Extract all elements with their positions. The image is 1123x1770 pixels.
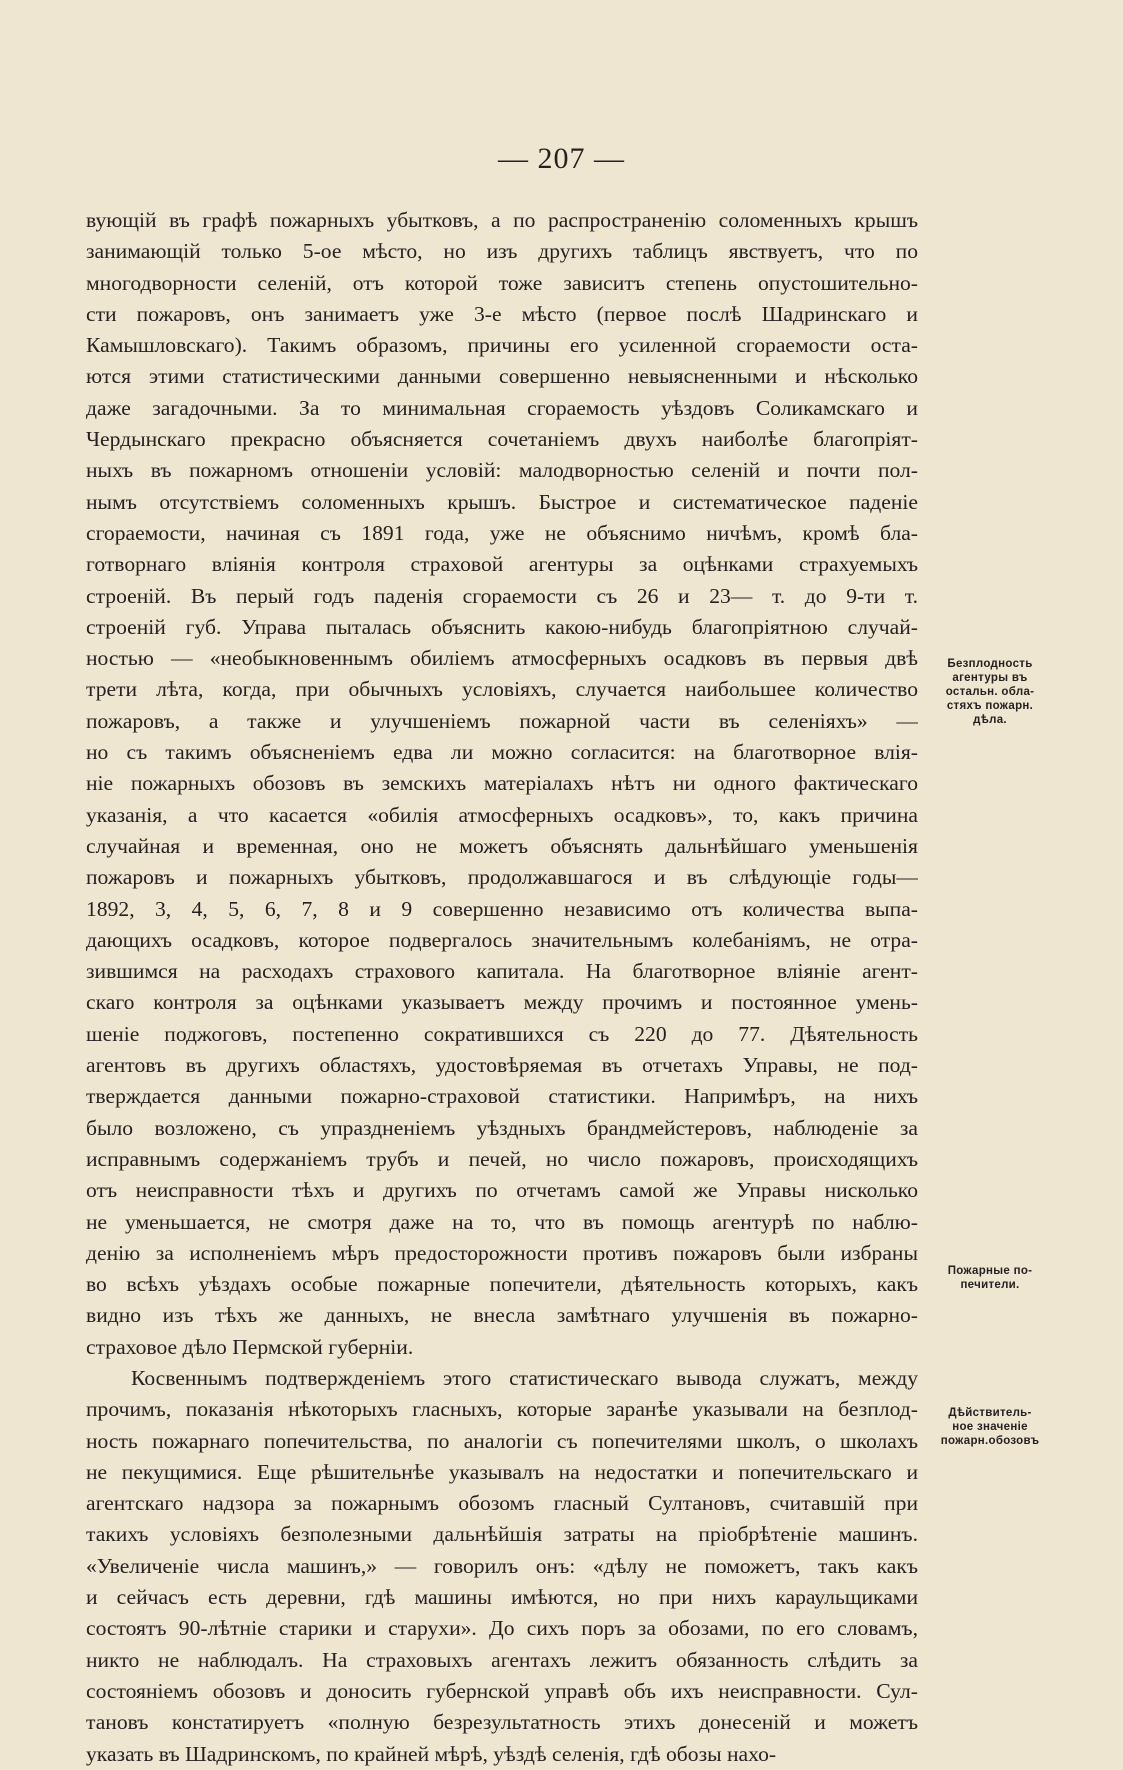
margin-note-line: печители. xyxy=(960,1279,1020,1291)
text-line: страховое дѣло Пермской губерніи. xyxy=(86,1334,414,1359)
text-line: занимающій только 5-ое мѣсто, но изъ другихъ таблицъ явствуетъ, что по xyxy=(86,239,918,264)
page-number: — 207 — xyxy=(498,142,625,175)
text-line: агентскаго надзора за пожарнымъ обозомъ гласный Султановъ, считавшій при xyxy=(86,1491,918,1516)
text-line: было возложено, съ упраздненіемъ уѣздныхъ брандмейстеровъ, наблюденіе за xyxy=(86,1115,918,1140)
text-line: пожаровъ, а также и улучшеніемъ пожарной части въ селеніяхъ» — xyxy=(86,708,918,733)
text-line: готворнаго вліянія контроля страховой агентуры за оцѣнками страхуемыхъ xyxy=(86,552,918,577)
text-line: «Увеличеніе числа машинъ,» — говорилъ онъ: «дѣлу не поможетъ, такъ какъ xyxy=(86,1553,918,1578)
text-line: тановъ констатируетъ «полную безрезультатность этихъ донесеній и можетъ xyxy=(86,1710,918,1735)
text-line: сгораемости, начиная съ 1891 года, уже не объяснимо ничѣмъ, кромѣ бла- xyxy=(86,520,918,545)
text-line: ныхъ въ пожарномъ отношеніи условій: малодворностью селеній и почти пол- xyxy=(86,458,918,483)
text-line: прочимъ, показанія нѣкоторыхъ гласныхъ, которые заранѣе указывали на безплод- xyxy=(86,1397,918,1422)
margin-note-line: остальн. обла- xyxy=(945,686,1035,698)
text-line: 1892, 3, 4, 5, 6, 7, 8 и 9 совершенно независимо отъ количества выпа- xyxy=(86,896,918,921)
text-line: не пекущимися. Еще рѣшительнѣе указывалъ на недостатки и попечительскаго и xyxy=(86,1459,918,1484)
margin-note-line: Безплодность xyxy=(947,658,1033,670)
text-line: агентовъ въ другихъ областяхъ, удостовѣряемая въ отчетахъ Управы, не под- xyxy=(86,1053,918,1078)
text-line: нымъ отсутствіемъ соломенныхъ крышъ. Быстрое и систематическое паденіе xyxy=(86,489,918,514)
text-line: Камышловскаго). Такимъ образомъ, причины его усиленной сгораемости оста- xyxy=(86,333,918,358)
text-line: ностью — «необыкновеннымъ обиліемъ атмосферныхъ осадковъ въ первыя двѣ xyxy=(86,646,918,671)
margin-note-fire-brigades xyxy=(922,1406,1058,1448)
margin-note-line: агентуры въ xyxy=(952,672,1028,684)
text-line: такихъ условіяхъ безполезными дальнѣйшія затраты на пріобрѣтеніе машинъ. xyxy=(86,1522,918,1547)
text-line: дающихъ осадковъ, которое подвергалось значительнымъ колебаніямъ, не отра- xyxy=(86,927,918,952)
text-line: и сейчасъ есть деревни, гдѣ машины имѣются, но при нихъ караульщиками xyxy=(86,1585,918,1610)
text-line: строеній. Въ перый годъ паденія сгораемости съ 26 и 23— т. до 9-ти т. xyxy=(86,583,918,608)
margin-note-line: ное значеніе xyxy=(952,1421,1028,1433)
text-line: вующій въ графѣ пожарныхъ убытковъ, а по распространенію соломенныхъ крышъ xyxy=(86,208,918,232)
text-line: шеніе поджоговъ, постепенно сократившихся съ 220 до 77. Дѣятельность xyxy=(86,1021,918,1046)
text-line: строеній губ. Управа пыталась объяснить какою-нибудь благопріятною случай- xyxy=(86,614,918,639)
margin-note-line: дѣла. xyxy=(973,714,1007,726)
text-line: во всѣхъ уѣздахъ особые пожарные попечители, дѣятельность которыхъ, какъ xyxy=(86,1272,918,1297)
text-line: не уменьшается, не смотря даже на то, что въ помощь агентурѣ по наблю- xyxy=(86,1209,918,1234)
text-line: состоятъ 90-лѣтніе старики и старухи». До сихъ поръ за обозами, по его словамъ, xyxy=(86,1616,918,1641)
text-line: видно изъ тѣхъ же данныхъ, не внесла замѣтнаго улучшенія въ пожарно- xyxy=(86,1303,918,1328)
text-line: указать въ Шадринскомъ, по крайней мѣрѣ, уѣздѣ селенія, гдѣ обозы нахо- xyxy=(86,1741,777,1766)
text-line: состояніемъ обозовъ и доносить губернской управѣ объ ихъ неисправности. Сул- xyxy=(86,1678,918,1703)
text-line: Косвеннымъ подтвержденіемъ этого статистическаго вывода служатъ, между xyxy=(131,1365,918,1390)
text-line: сти пожаровъ, онъ занимаетъ уже 3-е мѣсто (первое послѣ Шадринскаго и xyxy=(86,301,918,326)
text-line: многодворности селеній, отъ которой тоже зависитъ степень опустошительно- xyxy=(86,270,918,295)
margin-note-fire-trustees xyxy=(922,1264,1058,1292)
text-line: ніе пожарныхъ обозовъ въ земскихъ матеріалахъ нѣтъ ни одного фактическаго xyxy=(86,771,918,796)
text-line: случайная и временная, оно не можетъ объяснять дальнѣйшаго уменьшенія xyxy=(86,833,918,858)
text-line: трети лѣта, когда, при обычныхъ условіяхъ, случается наибольшее количество xyxy=(86,677,918,702)
text-line: указанія, а что касается «обилія атмосферныхъ осадковъ», то, какъ причина xyxy=(86,802,918,827)
margin-note-line: пожарн.обозовъ xyxy=(940,1435,1040,1447)
body-text xyxy=(86,205,918,1770)
text-line: Чердынскаго прекрасно объясняется сочетаніемъ двухъ наиболѣе благопріят- xyxy=(86,427,918,452)
text-line: никто не наблюдалъ. На страховыхъ агентахъ лежитъ обязанность слѣдить за xyxy=(86,1647,918,1672)
margin-note-agency xyxy=(922,657,1058,727)
margin-note-line: Дѣйствитель- xyxy=(948,1407,1032,1419)
text-line: отъ неисправности тѣхъ и другихъ по отчетамъ самой же Управы нисколько xyxy=(86,1178,918,1203)
text-line: ность пожарнаго попечительства, по аналогіи съ попечителями школъ, о школахъ xyxy=(86,1428,918,1453)
margin-note-line: Пожарные по- xyxy=(947,1265,1033,1277)
text-line: скаго контроля за оцѣнками указываетъ между прочимъ и постоянное умень- xyxy=(86,990,918,1015)
text-line: пожаровъ и пожарныхъ убытковъ, продолжавшагося и въ слѣдующіе годы— xyxy=(86,865,918,890)
text-line: зившимся на расходахъ страхового капитала. На благотворное вліяніе агент- xyxy=(86,959,918,984)
text-line: денію за исполненіемъ мѣръ предосторожности противъ пожаровъ были избраны xyxy=(86,1240,918,1265)
text-line: тверждается данными пожарно-страховой статистики. Напримѣръ, на нихъ xyxy=(86,1084,918,1109)
text-line: ются этими статистическими данными совершенно невыясненными и нѣсколько xyxy=(86,364,918,389)
margin-note-line: стяхъ пожарн. xyxy=(946,700,1034,712)
text-line: исправнымъ содержаніемъ трубъ и печей, но число пожаровъ, происходящихъ xyxy=(86,1146,918,1171)
text-line: даже загадочными. За то минимальная сгораемость уѣздовъ Соликамскаго и xyxy=(86,395,918,420)
text-line: но съ такимъ объясненіемъ едва ли можно согласится: на благотворное влія- xyxy=(86,740,918,765)
